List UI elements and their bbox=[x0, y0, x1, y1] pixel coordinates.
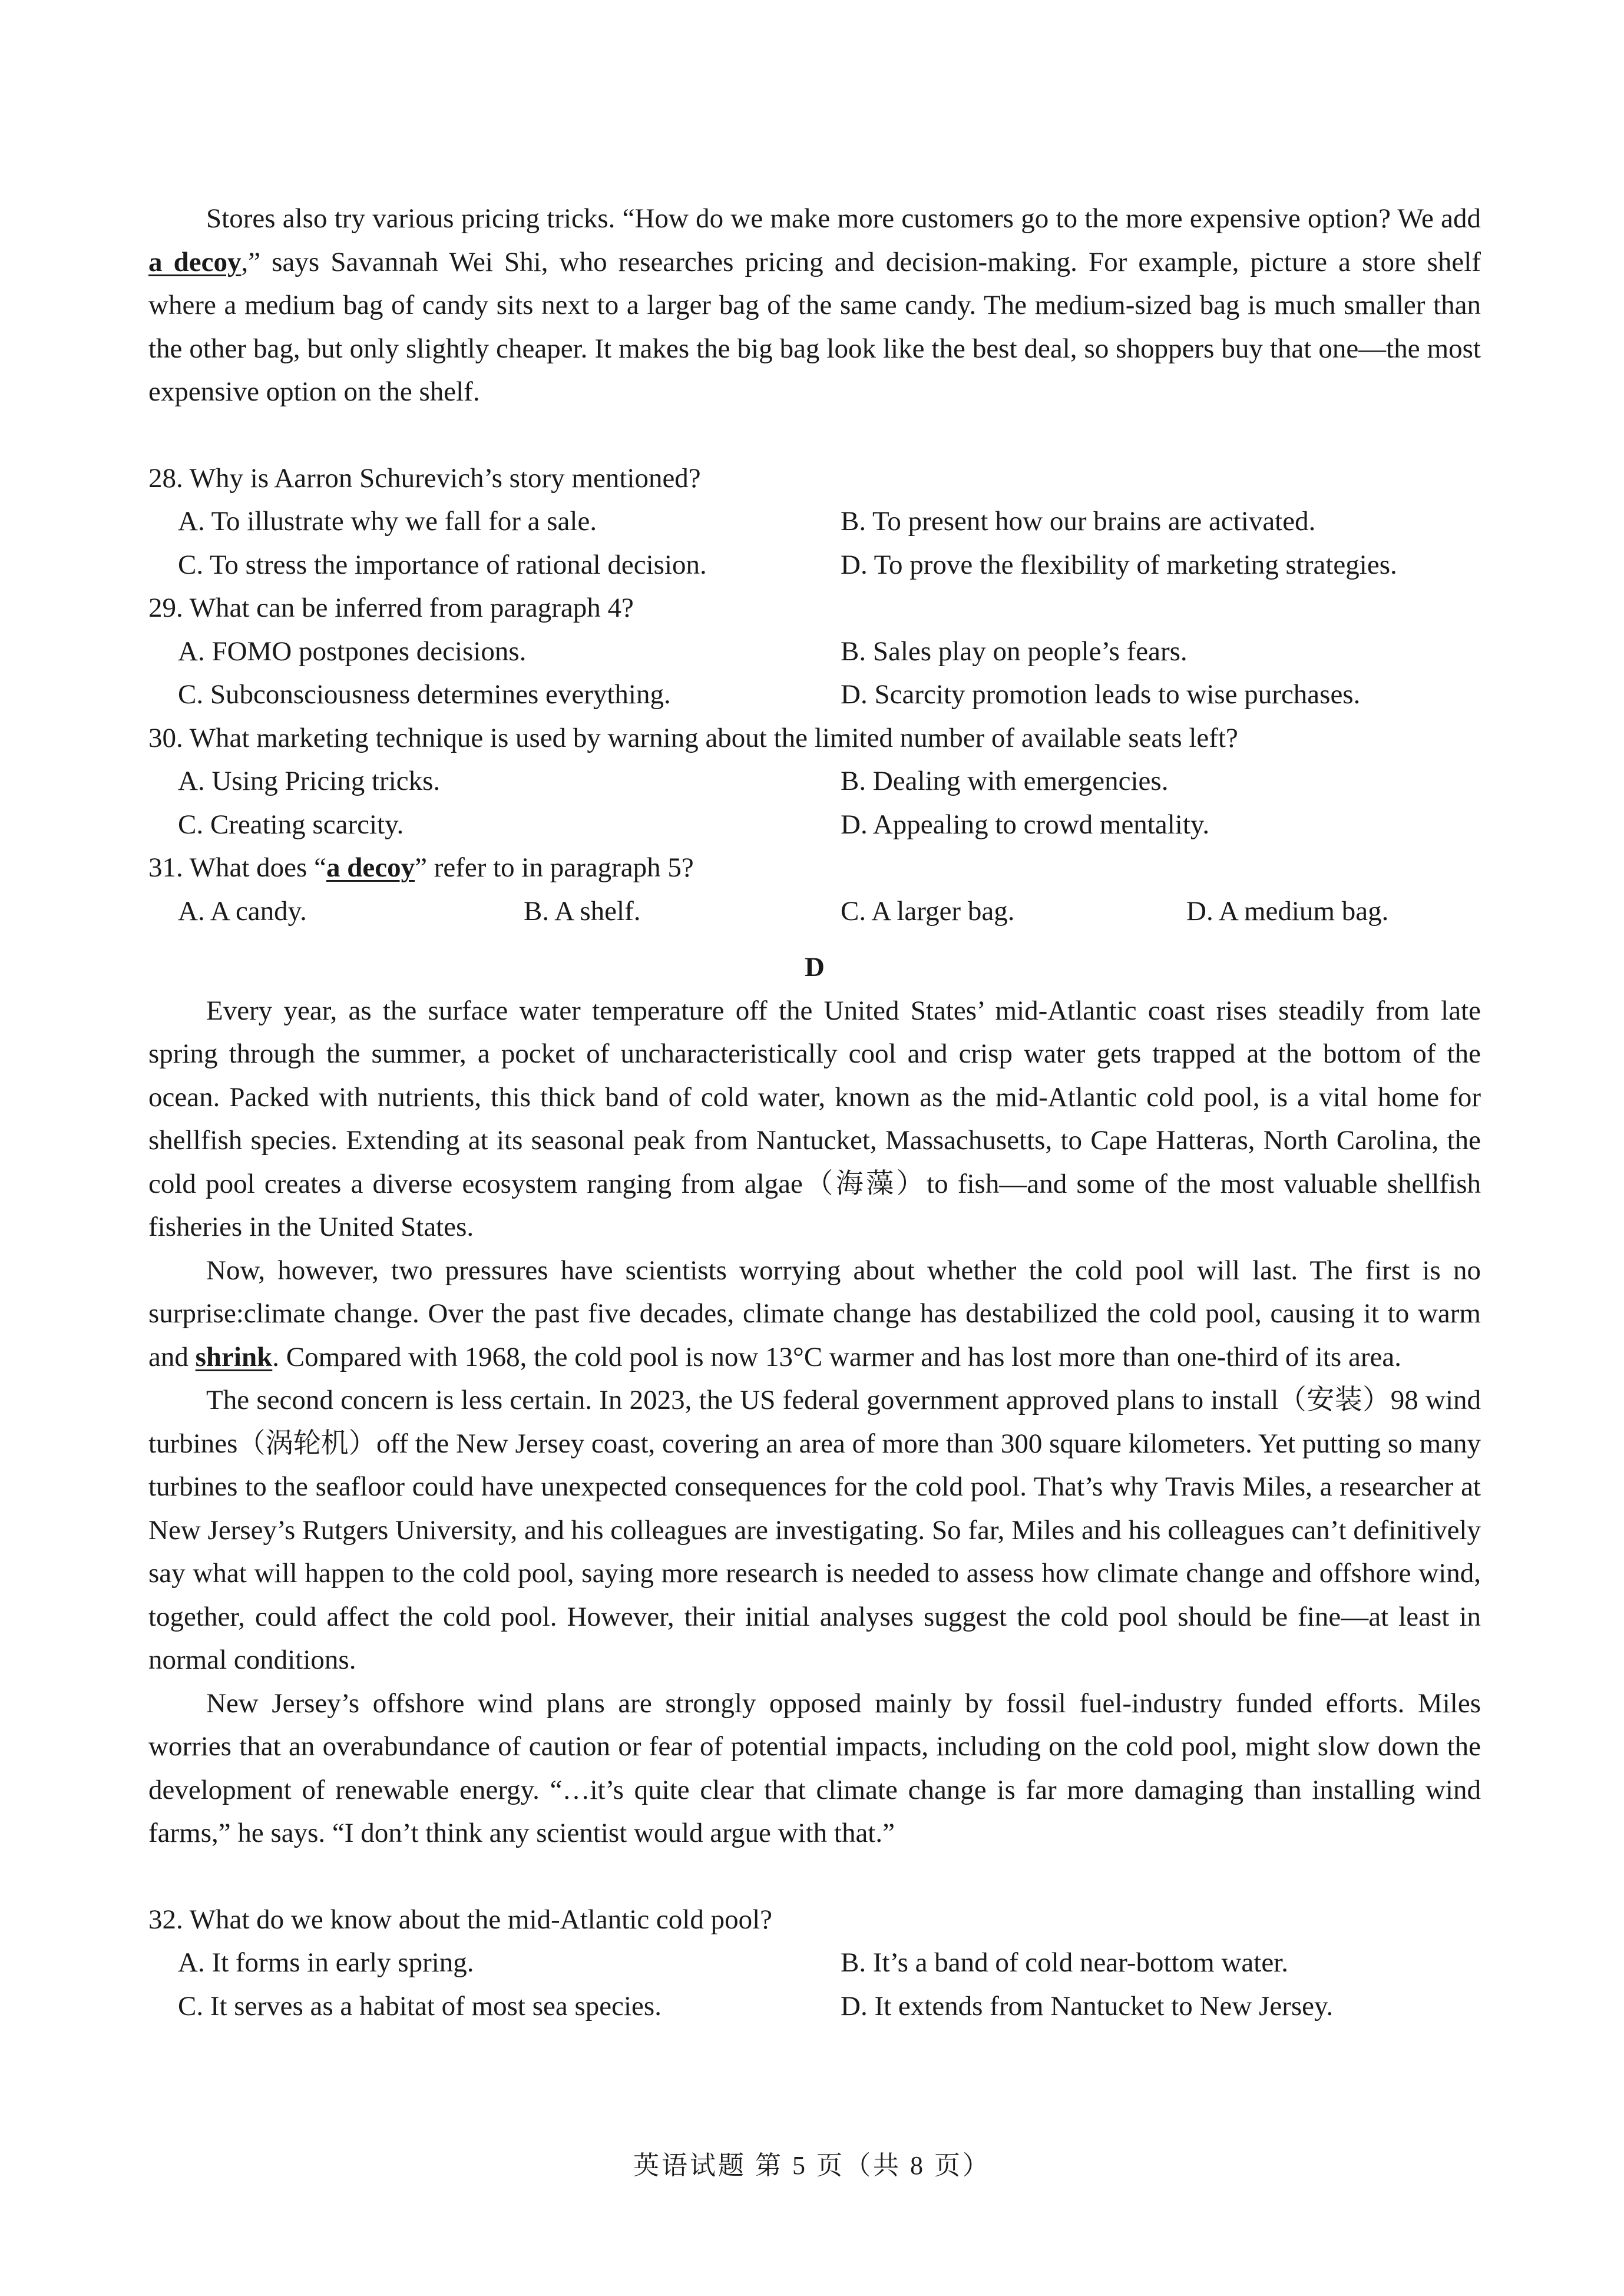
page-footer: 英语试题 第 5 页（共 8 页） bbox=[633, 2151, 991, 2180]
passage-c-paragraph-5 bbox=[148, 197, 1481, 414]
option-d: D. To prove the flexibility of marketing strategies. bbox=[841, 549, 1397, 580]
question-stem: 32. What do we know about the mid-Atlantic cold pool? bbox=[148, 1904, 773, 1935]
question-stem: 30. What marketing technique is used by warning about the limited number of available seats left? bbox=[148, 722, 1238, 753]
question-32 bbox=[148, 1898, 1481, 2029]
question-options bbox=[148, 1941, 1481, 2028]
question-options bbox=[148, 760, 1481, 846]
passage-d-paragraph-4: New Jersey’s offshore wind plans are strongly opposed mainly by fossil fuel-industry funded efforts. Miles worries that an overabundance of caution or fear of potential impacts, including on the cold pool, might slow down the development of renewable energy. “…it’s quite clear that climate change is far more damaging than installing wind farms,” he says. “I don’t think any scientist would argue with that.” bbox=[148, 1688, 1481, 1848]
spacer bbox=[148, 414, 1481, 457]
option-d: D. Appealing to crowd mentality. bbox=[841, 809, 1210, 840]
option-b: B. To present how our brains are activated. bbox=[841, 506, 1316, 537]
option-c: C. Subconsciousness determines everything. bbox=[178, 679, 671, 710]
underlined-term-decoy: a decoy bbox=[326, 852, 415, 883]
paragraph-text: . Compared with 1968, the cold pool is now 13°C warmer and has lost more than one-third of its area. bbox=[272, 1341, 1401, 1372]
option-a: A. FOMO postpones decisions. bbox=[178, 636, 527, 667]
exam-page-content bbox=[148, 197, 1481, 2028]
passage-d-paragraph-1: Every year, as the surface water temperature off the United States’ mid-Atlantic coast rises steadily from late spring through the summer, a pocket of uncharacteristically cool and crisp water gets trapped at the bottom of the ocean. Packed with nutrients, this thick band of cold water, known as the mid-Atlantic cold pool, is a vital home for shellfish species. Extending at its seasonal peak from Nantucket, Massachusetts, to Cape Hatteras, North Carolina, the cold pool creates a diverse ecosystem ranging from algae（海藻）to fish—and some of the most valuable shellfish fisheries in the United States. bbox=[148, 995, 1481, 1242]
option-a: A. To illustrate why we fall for a sale. bbox=[178, 506, 597, 537]
option-c: C. Creating scarcity. bbox=[178, 809, 404, 840]
stem-text: 31. What does “ bbox=[148, 852, 326, 883]
paragraph-text: Stores also try various pricing tricks. “How do we make more customers go to the more expensive option? We add bbox=[206, 203, 1481, 234]
question-stem: 29. What can be inferred from paragraph 4? bbox=[148, 593, 634, 623]
option-d: D. A medium bag. bbox=[1186, 895, 1389, 927]
underlined-term-decoy: a decoy bbox=[148, 246, 242, 277]
paragraph-text: Now, however, two pressures have scientists worrying about whether the cold pool will last. The first is no surprise:climate change. Over the past five decades, climate change has destabilized the cold pool, causing it to warm and bbox=[148, 1255, 1481, 1372]
option-a: A. Using Pricing tricks. bbox=[178, 766, 441, 796]
question-stem: 28. Why is Aarron Schurevich’s story mentioned? bbox=[148, 462, 701, 494]
passage-d-title: D bbox=[805, 952, 825, 982]
option-c: C. A larger bag. bbox=[841, 895, 1015, 927]
option-a: A. A candy. bbox=[178, 895, 307, 927]
option-b: B. A shelf. bbox=[524, 895, 641, 927]
option-c: C. To stress the importance of rational decision. bbox=[178, 549, 707, 580]
option-b: B. It’s a band of cold near-bottom water. bbox=[841, 1947, 1288, 1978]
option-a: A. It forms in early spring. bbox=[178, 1947, 474, 1978]
paragraph-text: ,” says Savannah Wei Shi, who researches pricing and decision-making. For example, picture a store shelf where a medium bag of candy sits next to a larger bag of the same candy. The medium-sized bag is much smaller than the other bag, but only slightly cheaper. It makes the big bag look like the best deal, so shoppers buy that one—the most expensive option on the shelf. bbox=[148, 246, 1481, 407]
question-28 bbox=[148, 457, 1481, 587]
option-b: B. Dealing with emergencies. bbox=[841, 766, 1169, 796]
spacer bbox=[148, 1855, 1481, 1898]
passage-d-paragraph-3: The second concern is less certain. In 2023, the US federal government approved plans to install（安装）98 wind turbines（涡轮机）off the New Jersey coast, covering an area of more than 300 square kilometers. Yet putting so many turbines to the seafloor could have unexpected consequences for the cold pool. That’s why Travis Miles, a researcher at New Jersey’s Rutgers University, and his colleagues are investigating. So far, Miles and his colleagues can’t definitively say what will happen to the cold pool, saying more research is needed to assess how climate change and offshore wind, together, could affect the cold pool. However, their initial analyses suggest the cold pool should be fine—at least in normal conditions. bbox=[148, 1385, 1481, 1675]
option-b: B. Sales play on people’s fears. bbox=[841, 636, 1188, 667]
question-stem bbox=[148, 846, 1481, 890]
question-30 bbox=[148, 717, 1481, 847]
underlined-term-shrink: shrink bbox=[195, 1341, 273, 1372]
option-d: D. It extends from Nantucket to New Jersey. bbox=[841, 1990, 1334, 2022]
question-29 bbox=[148, 587, 1481, 717]
passage-d-paragraph-2 bbox=[148, 1249, 1481, 1379]
option-d: D. Scarcity promotion leads to wise purchases. bbox=[841, 679, 1361, 710]
question-options bbox=[148, 500, 1481, 587]
question-options bbox=[148, 630, 1481, 717]
question-31 bbox=[148, 846, 1481, 933]
stem-text: ” refer to in paragraph 5? bbox=[415, 852, 694, 883]
option-c: C. It serves as a habitat of most sea species. bbox=[178, 1990, 661, 2022]
question-options bbox=[148, 890, 1481, 934]
